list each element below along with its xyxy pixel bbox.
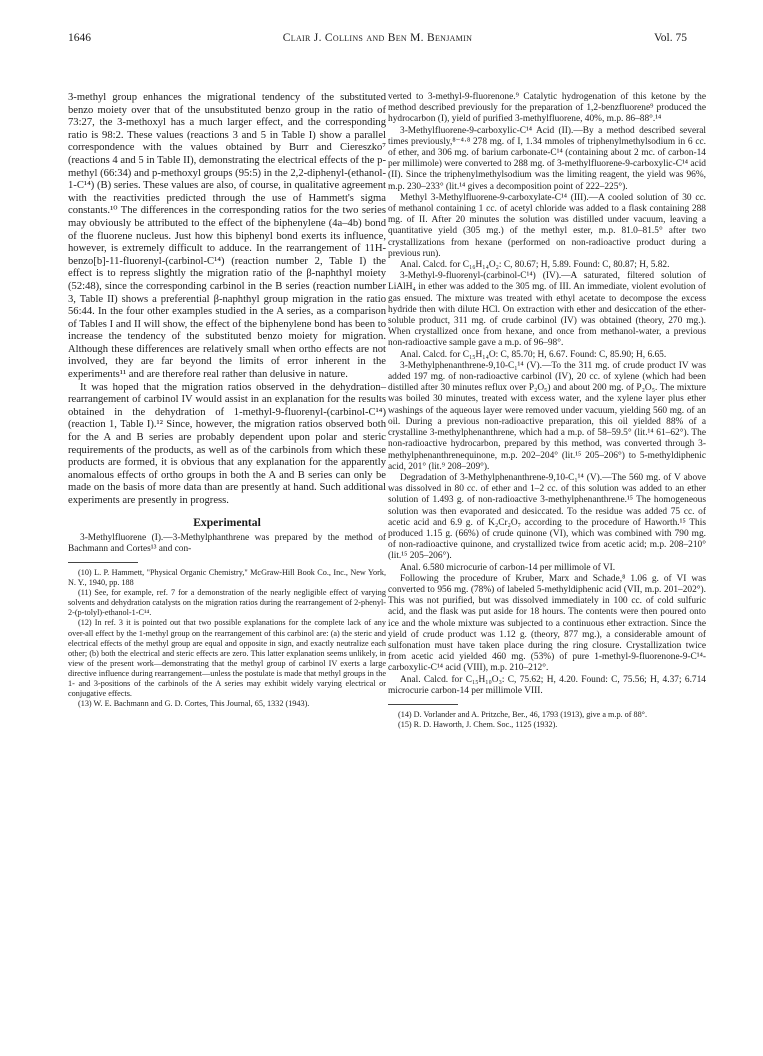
footnote: (15) R. D. Haworth, J. Chem. Soc., 1125 (1932). (398, 720, 558, 730)
footnote: (11) See, for example, ref. 7 for a demonstration of the nearly negligible effect of varying solvents and dehydration catalysts on the migration ratios during the rearrangement of 2-phenyl-2-(p-tolyl)-ethanol-1-C¹⁴. (68, 588, 386, 618)
experimental-paragraph: 3-Methylfluorene (I).—3-Methylphanthrene was prepared by the method of Bachmann and Cortes¹³ and con- (68, 532, 386, 554)
analysis-paragraph: Anal. Calcd. for C₁₅H₁₄O: C, 85.70; H, 6.67. Found: C, 85.90; H, 6.65. (400, 349, 667, 360)
footnote-rule (68, 562, 138, 563)
body-paragraph: It was hoped that the migration ratios observed in the dehydration–rearrangement of carbinol IV would assist in an explanation for the results obtained in the dehydration of 1-methyl-9-fluorenyl-(carbinol-C¹⁴) (reaction 1, Table I).¹² Since, however, the migration ratios observed both for the A and B series are probably dependent upon polar and steric requirements of the products, as well as of the carbinols from which these products are formed, it is obvious that any explanation for the apparently anomalous effects of ortho groups in both the A and B series can only be made on the basis of more data than are presently at hand. Such additional experiments are presently in progress. (68, 381, 386, 506)
footnote: (12) In ref. 3 it is pointed out that two possible explanations for the complete lack of any over-all effect by the 1-methyl group on the rearrangement of this carbinol are: (a) the steric and electrical effects of the methyl group are equal and opposite in sign, and exactly neutralize each other; (b) both the electrical and steric effects are zero. This latter explanation seems unlikely, in view of the present work—demonstrating that the methyl group of carbinol IV exerts a large directive influence during rearrangement—unless the postulate is made that methyl groups in the 1- and 3-positions of the carbinols of the A series may exhibit widely varying electrical or conjugative effects. (68, 618, 386, 699)
footnote: (13) W. E. Bachmann and G. D. Cortes, This Journal, 65, 1332 (1943). (78, 699, 310, 709)
experimental-paragraph: Following the procedure of Kruber, Marx and Schade,⁸ 1.06 g. of VI was converted to 956 mg. (78%) of labeled 5-methyldiphenic acid (VII, m.p. 201–202°). This was not purified, but was dissolved immediately in 100 cc. of cold sulfuric acid, and the flask was put aside for 18 hours. The contents were then poured onto ice and the whole mixture was subjected to a continuous ether extraction. Since the yield of crude product was 1.12 g. (theory, 877 mg.), a considerable amount of sulfonation must have taken place during the ring closure. Crystallization twice from acetic acid yielded 460 mg. (53%) of pure 1-methyl-9-fluorenone-9-C¹⁴-carboxylic-C¹⁴ acid (VIII), m.p. 210–212°. (388, 573, 706, 674)
experimental-paragraph: 3-Methyl-9-fluorenyl-(carbinol-C¹⁴) (IV).—A saturated, filtered solution of LiAlH₄ in ether was added to the 305 mg. of III. An immediate, violent evolution of gas ensued. The mixture was treated with ethyl acetate to decompose the excess hydride then with dilute HCl. On extraction with ether and desiccation of the ether-soluble product, 311 mg. of crude carbinol (IV) was obtained (theory, 270 mg.). When crystallized once from hexane, and once from methanol-water, a previous non-radioactive sample gave a m.p. of 96–98°. (388, 271, 706, 349)
analysis-paragraph: Anal. Calcd. for C₁₅H₁₀O₃: C, 75.62; H, 4.20. Found: C, 75.56; H, 4.37; 6.714 microcurie carbon-14 per millimole VIII. (388, 674, 706, 696)
experimental-paragraph: Methyl 3-Methylfluorene-9-carboxylate-C¹⁴ (III).—A cooled solution of 30 cc. of methanol containing 1 cc. of acetyl chloride was added to a flask containing 288 mg. of II. After 20 minutes the solution was distilled under vacuum, leaving a quantitative yield (305 mg.) of the methyl ester, m.p. 81.0–81.5° after two crystallizations from hexane (performed on non-radioactive product during a previous run). (388, 192, 706, 259)
left-column (68, 92, 386, 709)
page-number: 1646 (68, 32, 91, 44)
page-header (68, 32, 687, 48)
volume-label: Vol. 75 (653, 32, 687, 44)
right-column (388, 92, 706, 730)
running-authors: Clair J. Collins and Ben M. Benjamin (282, 32, 473, 44)
experimental-paragraph: 3-Methylfluorene-9-carboxylic-C¹⁴ Acid (II).—By a method described several times previously,⁸⁻⁴·⁸ 278 mg. of I, 1.34 mmoles of triphenylmethylsodium in 6 cc. of ether, and 306 mg. of barium carbonate-C¹⁴ (containing about 2 mc. of carbon-14 per millimole) were converted to 288 mg. of 3-methylfluorene-9-carboxylic-C¹⁴ acid (II). Since the triphenylmethylsodium was the limiting reagent, the yield was 96%, m.p. 230–233° (lit.¹⁴ gives a decomposition point of 222–225°). (388, 125, 706, 192)
analysis-paragraph: Anal. Calcd. for C₁₆H₁₄O₂: C, 80.67; H, 5.89. Found: C, 80.87; H, 5.82. (400, 260, 670, 271)
body-paragraph: 3-methyl group enhances the migrational tendency of the substituted benzo moiety over that of the unsubstituted benzo group in the ratio of 73:27, the 3-methoxyl has a much larger effect, and the corresponding ratio is 98:2. These values (reactions 3 and 5 in Table I) show a parallel correspondence with the values obtained by Burr and Ciereszko⁷ (reactions 4 and 5 in Table II), demonstrating the electrical effects of the p-methyl (66:34) and p-methoxyl groups (95:5) in the 2,2-diphenyl-(ethanol-1-C¹⁴) (B) series. These values are also, of course, in qualitative agreement with the reactivities predicted through the use of Hammett's sigma constants.¹⁰ The differences in the corresponding ratios for the two series may obviously be attributed to the effect of the biphenylene (4a–4b) bond of the fluorene nucleus. Just how this biphenyl bond exerts its influence, however, is extremely difficult to adduce. In the rearrangement of 11H-benzo[b]-11-fluorenyl-(carbinol-C¹⁴) (reaction number 2, Table I) the effect is to repress slightly the migration ratio of the β-naphthyl moiety (52:48), since the corresponding carbinol in the B series (reaction number 3, Table II) shows a preferential β-naphthyl group migration in the ratio 56:44. In the four other examples studied in the A series, as a comparison of Tables I and II will show, the effect of the biphenylene bond has been to increase the tendency of the substituted benzo moiety for migration. Although these differences are relatively small when ortho effects are not involved, they are far beyond the limits of error inherent in the experiments¹¹ and are therefore real rather than delusive in nature. (68, 92, 386, 381)
experimental-paragraph: Degradation of 3-Methylphenanthrene-9,10-C₁¹⁴ (V).—The 560 mg. of V above was dissolved in 80 cc. of ether and 1–2 cc. of this solution was added to an ether solution of 1.493 g. of non-radioactive 3-methylphenanthrene.¹⁵ The homogeneous solution was then evaporated and desiccated. To the residue was added 75 cc. of acetic acid and 6.9 g. of K₂Cr₂O₇ according to the procedure of Haworth.¹⁵ This produced 1.15 g. (66%) of crude quinone (VI), which was combined with 790 mg. of non-radioactive quinone, and crystallized twice from acetic acid; m.p. 208–210° (lit.¹⁵ 205–206°). (388, 472, 706, 562)
experimental-paragraph: verted to 3-methyl-9-fluorenone.⁹ Catalytic hydrogenation of this ketone by the method described previously for the preparation of 1,2-benzfluorene⁹ produced the hydrocarbon (I), yield of purified 3-methylfluorene, 40%, m.p. 86–88°.¹⁴ (388, 92, 706, 125)
footnote-rule (388, 704, 458, 705)
analysis-paragraph: Anal. 6.580 microcurie of carbon-14 per millimole of VI. (400, 562, 616, 573)
footnote: (14) D. Vorlander and A. Pritzche, Ber., 46, 1793 (1913), give a m.p. of 88°. (398, 709, 648, 719)
section-heading: Experimental (193, 515, 261, 529)
footnote: (10) L. P. Hammett, "Physical Organic Chemistry," McGraw-Hill Book Co., Inc., New York, N. Y., 1940, pp. 188 (68, 568, 386, 588)
experimental-paragraph: 3-Methylphenanthrene-9,10-C₁¹⁴ (V).—To the 311 mg. of crude product IV was added 197 mg. of non-radioactive carbinol (IV), 20 cc. of xylene (which had been distilled after 30 minutes reflux over P₂O₅) and about 200 mg. of P₂O₅. The mixture was boiled 30 minutes, treated with excess water, and the xylene layer plus ether washings of the aqueous layer were removed under vacuum, yielding 560 mg. of an oil. During a previous non-radioactive preparation, this oil yielded 88% of a crystalline 3-methylphenanthrene, which had a m.p. of 58–59.5° (lit.¹⁴ 61–62°). The non-radioactive hydrocarbon, prepared by this method, was converted through 3-methylphenanthrenequinone, m.p. 202–204° (lit.¹⁵ 205–206°) to 5-methyldiphenic acid, 201° (lit.⁹ 208–209°). (388, 360, 706, 472)
